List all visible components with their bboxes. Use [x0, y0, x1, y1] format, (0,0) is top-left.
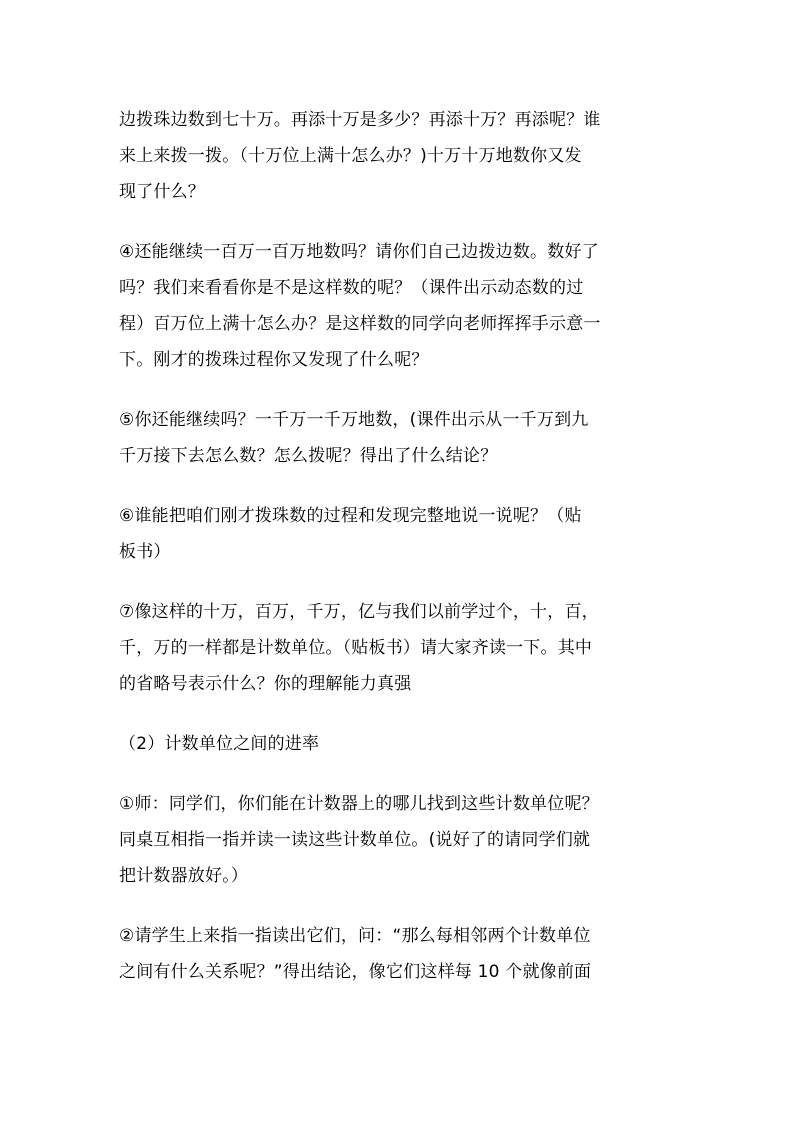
text-line: ⑦像这样的十万，百万，千万，亿与我们以前学过个，十，百， — [119, 602, 599, 622]
text-line: ②请学生上来指一指读出它们，问：“那么每相邻两个计数单位 — [119, 926, 591, 946]
text-line: 把计数器放好。） — [119, 866, 249, 886]
paragraph-step-6 — [119, 498, 679, 570]
text-line: ⑤你还能继续吗？一千万一千万地数，(课件出示从一千万到九 — [119, 410, 589, 430]
text-line: 来上来拨一拨。（十万位上满十怎么办？)十万十万地数你又发 — [119, 146, 582, 166]
text-line: 同桌互相指一指并读一读这些计数单位。(说好了的请同学们就 — [119, 830, 591, 850]
text-line: ①师：同学们，你们能在计数器上的哪儿找到这些计数单位呢？ — [119, 794, 599, 814]
text-line: （2）计数单位之间的进率 — [119, 734, 320, 754]
paragraph-sub-step-2 — [119, 918, 679, 990]
text-line: 现了什么？ — [119, 182, 205, 202]
text-line: 千万接下去怎么数？怎么拨呢？得出了什么结论？ — [119, 446, 498, 466]
paragraph-step-7 — [119, 594, 679, 702]
paragraph-step-4 — [119, 234, 679, 378]
text-line: 千，万的一样都是计数单位。（贴板书）请大家齐读一下。其中 — [119, 638, 593, 658]
text-line: 边拨珠边数到七十万。再添十万是多少？再添十万？再添呢？谁 — [119, 110, 601, 130]
paragraph-step-5 — [119, 402, 679, 474]
section-heading-counting-unit-ratio — [119, 726, 679, 762]
text-line: ⑥谁能把咱们刚才拨珠数的过程和发现完整地说一说呢？（贴 — [119, 506, 582, 526]
document-body — [119, 102, 679, 1014]
text-line: ④还能继续一百万一百万地数吗？请你们自己边拨边数。数好了 — [119, 242, 599, 262]
text-line: 程）百万位上满十怎么办？是这样数的同学向老师挥挥手示意一 — [119, 314, 601, 334]
paragraph-sub-step-1 — [119, 786, 679, 894]
text-line: 之间有什么关系呢？”得出结论，像它们这样每 10 个就像前面 — [119, 962, 592, 982]
text-line: 板书） — [119, 542, 171, 562]
text-line: 的省略号表示什么？你的理解能力真强 — [119, 674, 412, 694]
text-line: 下。刚才的拨珠过程你又发现了什么呢？ — [119, 350, 429, 370]
paragraph-counting-hundred-thousands — [119, 102, 679, 210]
text-line: 吗？我们来看看你是不是这样数的呢？（课件出示动态数的过 — [119, 278, 584, 298]
